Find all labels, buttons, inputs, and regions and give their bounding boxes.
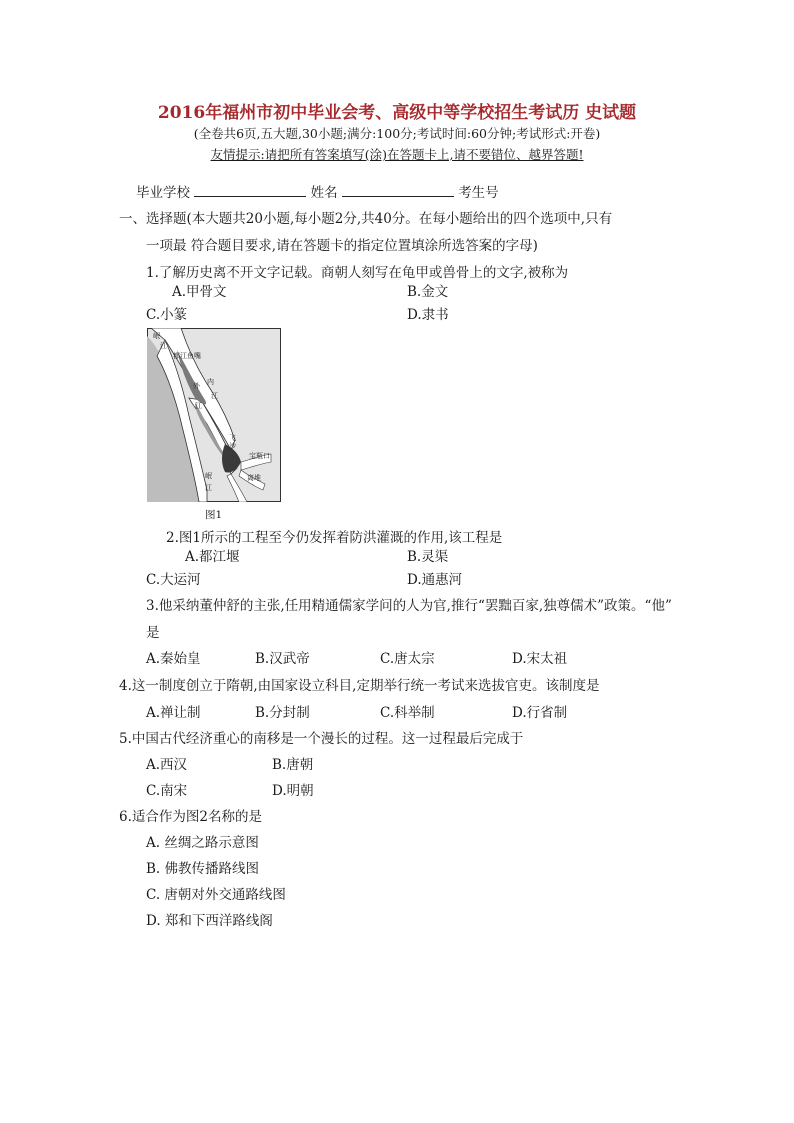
name-label: 姓名 [310,185,338,201]
q4-stem: 4.这一制度创立于隋朝,由国家设立科目,定期举行统一考试来选拔官吏。该制度是 [119,678,600,694]
q2-stem: 2.图1所示的工程至今仍发挥着防洪灌溉的作用,该工程是 [166,530,503,546]
section1-heading-line2: 一项最 符合题目要求,请在答题卡的指定位置填涂所选答案的字母) [146,238,538,254]
exam-info: (全卷共6页,五大题,30小题;满分:100分;考试时间:60分钟;考试形式:开卷) [193,126,601,141]
map-label-dujiangyan: 都江鱼嘴 [173,352,201,360]
q3-option-d[interactable]: D.宋太祖 [512,651,568,667]
q2-option-c[interactable]: C.大运河 [146,572,201,588]
q3-option-a[interactable]: A.秦始皇 [146,651,201,667]
q2-option-a[interactable]: A.都江堰 [185,549,240,565]
q4-option-b[interactable]: B.分封制 [255,705,310,721]
q5-option-a[interactable]: A.西汉 [146,757,188,773]
map-label-minjiang-top-1: 岷 [153,332,160,340]
map-label-waijiang-2: 江 [195,402,202,410]
q6-option-a[interactable]: A. 丝绸之路示意图 [146,835,259,851]
q3-stem-line1: 3.他采纳董仲舒的主张,任用精通儒家学问的人为官,推行“罢黜百家,独尊儒术”政策。“他” [146,598,672,614]
q1-option-d[interactable]: D.隶书 [407,307,449,323]
q5-option-c[interactable]: C.南宋 [146,783,188,799]
q4-option-d[interactable]: D.行省制 [512,705,568,721]
q1-option-c[interactable]: C.小篆 [146,307,188,323]
map-label-waijiang-1: 外 [193,382,200,390]
q6-option-d[interactable]: D. 郑和下西洋路线阁 [146,913,273,929]
section1-heading-line1: 一、选择题(本大题共20小题,每小题2分,共40分。在每小题给出的四个选项中,只有 [119,211,613,227]
q5-stem: 5.中国古代经济重心的南移是一个漫长的过程。这一过程最后完成于 [119,731,524,747]
number-label: 考生号 [458,185,499,201]
q1-stem: 1.了解历史离不开文字记载。商朝人刻写在龟甲或兽骨上的文字,被称为 [146,265,569,281]
friendly-tip: 友情提示:请把所有答案填写(涂)在答题卡上,请不要错位、越界答题! [210,147,584,162]
q6-option-c[interactable]: C. 唐朝对外交通路线图 [146,887,286,903]
map-label-minjiang-top-2: 江 [160,342,167,350]
school-blank[interactable] [194,184,306,197]
figure1-caption: 图1 [205,509,223,521]
q5-option-b[interactable]: B.唐朝 [272,757,314,773]
q2-option-b[interactable]: B.灵渠 [407,549,449,565]
q3-option-b[interactable]: B.汉武帝 [255,651,310,667]
q5-option-d[interactable]: D.明朝 [272,783,314,799]
q4-option-c[interactable]: C.科举制 [380,705,435,721]
q3-option-c[interactable]: C.唐太宗 [380,651,435,667]
map-label-minjiang-bot-2: 江 [205,484,212,492]
exam-title: 2016年福州市初中毕业会考、高级中等学校招生考试历 史试题 [157,103,637,123]
q6-stem: 6.适合作为图2名称的是 [119,809,262,825]
school-label: 毕业学校 [136,185,190,201]
figure1-map [147,328,281,502]
q6-option-b[interactable]: B. 佛教传播路线图 [146,861,260,877]
map-label-feisha-1: 飞 [229,434,236,442]
q3-stem-line2: 是 [146,625,160,641]
q1-option-b[interactable]: B.金文 [407,284,449,300]
map-label-baopingkou: 宝瓶口 [249,452,270,460]
map-label-neijiang-2: 江 [211,392,218,400]
map-label-lidui: 离堆 [247,474,261,482]
map-label-feisha-2: 沙 [229,442,236,450]
map-label-neijiang-1: 内 [207,378,214,386]
q4-option-a[interactable]: A.禅让制 [146,705,201,721]
map-label-minjiang-bot-1: 岷 [205,472,212,480]
name-blank[interactable] [342,184,454,197]
q1-option-a[interactable]: A.甲骨文 [172,284,227,300]
q2-option-d[interactable]: D.通惠河 [407,572,463,588]
student-info-line [136,181,499,201]
